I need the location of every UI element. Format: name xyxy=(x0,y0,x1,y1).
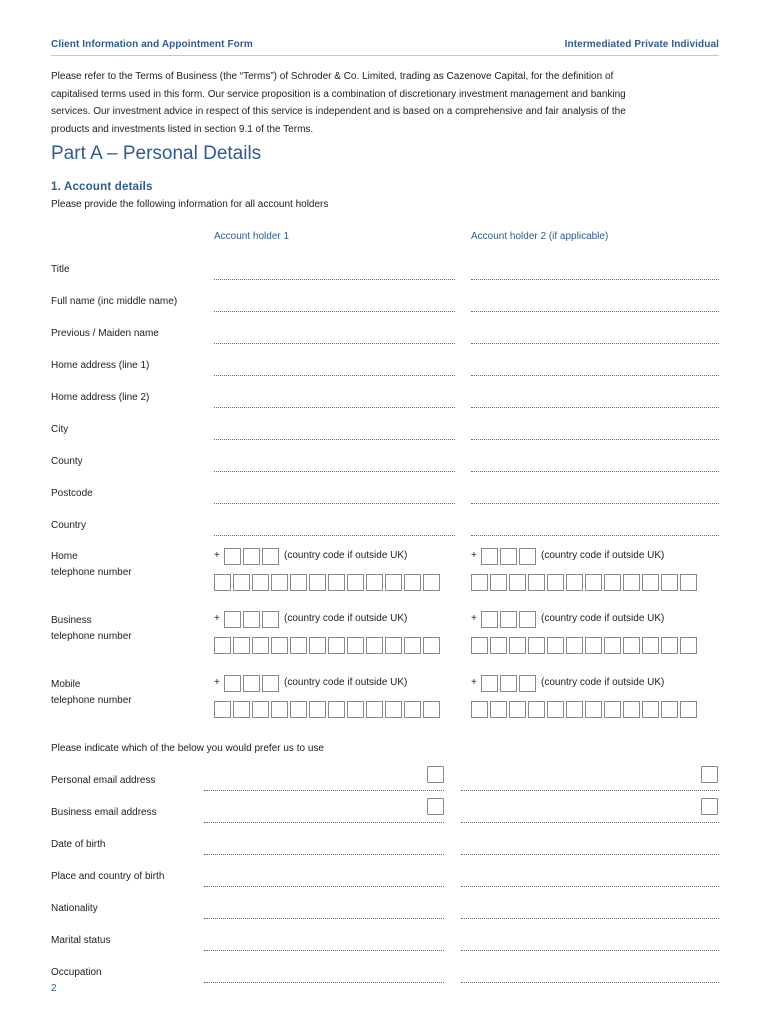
mobile-phone-holder2-digit-box[interactable] xyxy=(623,701,640,718)
postcode-field-holder1[interactable] xyxy=(214,503,455,504)
intro-line: Please refer to the Terms of Business (the “Terms”) of Schroder & Co. Limited, trading as Cazenove Capital, for the definition of xyxy=(51,71,614,82)
intro-paragraph xyxy=(51,68,719,138)
business-phone-holder2-country-code-box[interactable] xyxy=(481,611,498,628)
mobile-phone-label-line2: telephone number xyxy=(51,695,132,706)
business-phone-label xyxy=(51,613,132,645)
mobile-phone-holder2-digit-box[interactable] xyxy=(585,701,602,718)
email-preference-prompt: Please indicate which of the below you would prefer us to use xyxy=(51,743,324,754)
county-field-holder2[interactable] xyxy=(471,471,719,472)
country-field-holder2[interactable] xyxy=(471,535,719,536)
previous-name-field-holder2[interactable] xyxy=(471,343,719,344)
business-phone-holder2-digit-box[interactable] xyxy=(604,637,621,654)
business-phone-holder1-digit-box[interactable] xyxy=(385,637,402,654)
plus-sign: + xyxy=(214,613,220,624)
home-phone-holder1-country-code-box[interactable] xyxy=(262,548,279,565)
home-phone-holder2-digit-box[interactable] xyxy=(661,574,678,591)
mobile-phone-holder2-digit-box[interactable] xyxy=(604,701,621,718)
mobile-phone-holder2-country-code-box[interactable] xyxy=(481,675,498,692)
business-phone-holder2-digit-box[interactable] xyxy=(528,637,545,654)
business-phone-holder2-country-code-box[interactable] xyxy=(519,611,536,628)
part-title: Part A – Personal Details xyxy=(51,143,262,164)
business-email-label: Business email address xyxy=(51,807,157,818)
business-phone-label-line2: telephone number xyxy=(51,631,132,642)
address2-label: Home address (line 2) xyxy=(51,392,150,403)
business-phone-holder2-digit-box[interactable] xyxy=(680,637,697,654)
home-phone-holder1-digit-box[interactable] xyxy=(385,574,402,591)
city-field-holder1[interactable] xyxy=(214,439,455,440)
mobile-phone-holder2-digit-box[interactable] xyxy=(642,701,659,718)
business-phone-holder1-digit-box[interactable] xyxy=(366,637,383,654)
section-subtitle: Please provide the following information for all account holders xyxy=(51,199,329,210)
home-phone-holder2-digit-box[interactable] xyxy=(471,574,488,591)
address2-field-holder2[interactable] xyxy=(471,407,719,408)
header-divider xyxy=(51,55,719,56)
mobile-phone-label-line1: Mobile xyxy=(51,679,81,690)
full-name-field-holder2[interactable] xyxy=(471,311,719,312)
marital-status-label: Marital status xyxy=(51,935,111,946)
plus-sign: + xyxy=(471,613,477,624)
mobile-phone-holder2-digit-box[interactable] xyxy=(547,701,564,718)
home-phone-holder1-digit-box[interactable] xyxy=(366,574,383,591)
mobile-phone-holder2-digit-box[interactable] xyxy=(566,701,583,718)
plus-sign: + xyxy=(471,550,477,561)
county-label: County xyxy=(51,456,83,467)
intro-line: services. Our investment advice in respect of this service is independent and is based on a comprehensive and fair analysis of the xyxy=(51,106,626,117)
mobile-phone-holder2-digit-box[interactable] xyxy=(509,701,526,718)
nationality-field-holder2[interactable] xyxy=(461,918,719,919)
mobile-phone-holder1-digit-box[interactable] xyxy=(423,701,440,718)
title-field-holder2[interactable] xyxy=(471,279,719,280)
personal-email-label: Personal email address xyxy=(51,775,156,786)
birthplace-field-holder1[interactable] xyxy=(204,886,444,887)
section-title: 1. Account details xyxy=(51,181,153,193)
home-phone-holder2-digit-box[interactable] xyxy=(585,574,602,591)
business-phone-holder2-digit-box[interactable] xyxy=(509,637,526,654)
full-name-label: Full name (inc middle name) xyxy=(51,296,178,307)
mobile-phone-holder2-digit-box[interactable] xyxy=(471,701,488,718)
home-phone-holder2-digit-box[interactable] xyxy=(566,574,583,591)
occupation-label: Occupation xyxy=(51,967,102,978)
home-phone-holder2-digit-box[interactable] xyxy=(509,574,526,591)
nationality-label: Nationality xyxy=(51,903,98,914)
country-field-holder1[interactable] xyxy=(214,535,455,536)
county-field-holder1[interactable] xyxy=(214,471,455,472)
mobile-phone-holder2-digit-box[interactable] xyxy=(490,701,507,718)
home-phone-holder1-digit-box[interactable] xyxy=(271,574,288,591)
business-phone-holder2-digit-box[interactable] xyxy=(661,637,678,654)
business-phone-holder1-digit-box[interactable] xyxy=(423,637,440,654)
postcode-label: Postcode xyxy=(51,488,93,499)
nationality-field-holder1[interactable] xyxy=(204,918,444,919)
country-code-note: (country code if outside UK) xyxy=(541,677,665,688)
business-phone-holder1-digit-box[interactable] xyxy=(252,637,269,654)
form-category: Intermediated Private Individual xyxy=(564,39,719,50)
mobile-phone-holder1-digit-box[interactable] xyxy=(252,701,269,718)
address1-field-holder1[interactable] xyxy=(214,375,455,376)
business-phone-holder2-digit-box[interactable] xyxy=(623,637,640,654)
previous-name-field-holder1[interactable] xyxy=(214,343,455,344)
personal-email-field-holder1[interactable] xyxy=(204,790,444,791)
mobile-phone-holder2-digit-box[interactable] xyxy=(528,701,545,718)
home-phone-holder1-country-code-box[interactable] xyxy=(224,548,241,565)
mobile-phone-holder1-country-code-box[interactable] xyxy=(224,675,241,692)
personal-email-checkbox-holder1[interactable] xyxy=(427,766,444,783)
plus-sign: + xyxy=(214,677,220,688)
mobile-phone-holder2-country-code-box[interactable] xyxy=(519,675,536,692)
home-phone-holder1-digit-box[interactable] xyxy=(214,574,231,591)
address1-field-holder2[interactable] xyxy=(471,375,719,376)
business-phone-holder1-digit-box[interactable] xyxy=(328,637,345,654)
home-phone-holder2-digit-box[interactable] xyxy=(680,574,697,591)
business-phone-holder1-digit-box[interactable] xyxy=(309,637,326,654)
home-phone-holder1-digit-box[interactable] xyxy=(347,574,364,591)
intro-line: products and investments listed in section 9.1 of the Terms. xyxy=(51,123,314,135)
mobile-phone-holder1-country-code-box[interactable] xyxy=(262,675,279,692)
home-phone-holder2-digit-box[interactable] xyxy=(604,574,621,591)
home-phone-holder2-digit-box[interactable] xyxy=(547,574,564,591)
business-phone-holder2-country-code-box[interactable] xyxy=(500,611,517,628)
business-phone-holder1-digit-box[interactable] xyxy=(233,637,250,654)
country-code-note: (country code if outside UK) xyxy=(284,550,408,561)
mobile-phone-holder2-digit-box[interactable] xyxy=(661,701,678,718)
home-phone-holder2-digit-box[interactable] xyxy=(490,574,507,591)
address2-field-holder1[interactable] xyxy=(214,407,455,408)
mobile-phone-holder1-digit-box[interactable] xyxy=(309,701,326,718)
home-phone-holder1-digit-box[interactable] xyxy=(309,574,326,591)
country-label: Country xyxy=(51,520,87,531)
home-phone-holder1-digit-box[interactable] xyxy=(423,574,440,591)
home-phone-label xyxy=(51,549,132,581)
mobile-phone-holder1-country-code-box[interactable] xyxy=(243,675,260,692)
personal-email-checkbox-holder2[interactable] xyxy=(701,766,718,783)
mobile-phone-label xyxy=(51,677,132,709)
mobile-phone-holder1-digit-box[interactable] xyxy=(271,701,288,718)
business-email-checkbox-holder1[interactable] xyxy=(427,798,444,815)
country-code-note: (country code if outside UK) xyxy=(284,613,408,624)
home-phone-holder2-country-code-box[interactable] xyxy=(481,548,498,565)
home-phone-holder1-digit-box[interactable] xyxy=(290,574,307,591)
dob-field-holder1[interactable] xyxy=(204,854,444,855)
business-email-field-holder1[interactable] xyxy=(204,822,444,823)
home-phone-holder1-digit-box[interactable] xyxy=(233,574,250,591)
mobile-phone-holder2-digit-box[interactable] xyxy=(680,701,697,718)
country-code-note: (country code if outside UK) xyxy=(284,677,408,688)
mobile-phone-holder1-digit-box[interactable] xyxy=(214,701,231,718)
home-phone-holder1-digit-box[interactable] xyxy=(404,574,421,591)
business-email-field-holder2[interactable] xyxy=(461,822,719,823)
business-phone-holder1-digit-box[interactable] xyxy=(404,637,421,654)
address1-label: Home address (line 1) xyxy=(51,360,150,371)
city-label: City xyxy=(51,424,69,435)
country-code-note: (country code if outside UK) xyxy=(541,613,665,624)
mobile-phone-holder1-digit-box[interactable] xyxy=(385,701,402,718)
column-header-holder1: Account holder 1 xyxy=(214,231,290,242)
column-header-holder2: Account holder 2 (if applicable) xyxy=(471,231,609,242)
business-phone-holder1-digit-box[interactable] xyxy=(271,637,288,654)
business-phone-holder2-digit-box[interactable] xyxy=(585,637,602,654)
mobile-phone-holder2-country-code-box[interactable] xyxy=(500,675,517,692)
country-code-note: (country code if outside UK) xyxy=(541,550,665,561)
mobile-phone-holder1-digit-box[interactable] xyxy=(347,701,364,718)
home-phone-holder2-digit-box[interactable] xyxy=(528,574,545,591)
mobile-phone-holder1-digit-box[interactable] xyxy=(366,701,383,718)
business-phone-holder1-digit-box[interactable] xyxy=(214,637,231,654)
business-phone-holder1-digit-box[interactable] xyxy=(347,637,364,654)
marital-status-field-holder1[interactable] xyxy=(204,950,444,951)
intro-line: capitalised terms used in this form. Our service proposition is a combination of discretionary investment management and banking xyxy=(51,88,626,100)
home-phone-holder2-digit-box[interactable] xyxy=(623,574,640,591)
dob-label: Date of birth xyxy=(51,839,106,850)
dob-field-holder2[interactable] xyxy=(461,854,719,855)
home-phone-holder1-country-code-box[interactable] xyxy=(243,548,260,565)
mobile-phone-holder1-digit-box[interactable] xyxy=(404,701,421,718)
home-phone-label-line2: telephone number xyxy=(51,567,132,578)
business-phone-holder1-country-code-box[interactable] xyxy=(262,611,279,628)
occupation-field-holder2[interactable] xyxy=(461,982,719,983)
personal-email-field-holder2[interactable] xyxy=(461,790,719,791)
title-label: Title xyxy=(51,264,70,275)
business-phone-label-line1: Business xyxy=(51,615,92,626)
business-phone-holder2-digit-box[interactable] xyxy=(490,637,507,654)
business-phone-holder1-country-code-box[interactable] xyxy=(224,611,241,628)
home-phone-holder1-digit-box[interactable] xyxy=(252,574,269,591)
previous-name-label: Previous / Maiden name xyxy=(51,328,159,339)
full-name-field-holder1[interactable] xyxy=(214,311,455,312)
plus-sign: + xyxy=(471,677,477,688)
form-title: Client Information and Appointment Form xyxy=(51,39,253,50)
business-phone-holder2-digit-box[interactable] xyxy=(547,637,564,654)
home-phone-holder2-country-code-box[interactable] xyxy=(519,548,536,565)
business-phone-holder2-digit-box[interactable] xyxy=(471,637,488,654)
birthplace-label: Place and country of birth xyxy=(51,871,165,882)
business-phone-holder1-country-code-box[interactable] xyxy=(243,611,260,628)
marital-status-field-holder2[interactable] xyxy=(461,950,719,951)
title-field-holder1[interactable] xyxy=(214,279,455,280)
mobile-phone-holder1-digit-box[interactable] xyxy=(328,701,345,718)
home-phone-label-line1: Home xyxy=(51,551,78,562)
home-phone-holder1-digit-box[interactable] xyxy=(328,574,345,591)
business-phone-holder1-digit-box[interactable] xyxy=(290,637,307,654)
mobile-phone-holder1-digit-box[interactable] xyxy=(290,701,307,718)
plus-sign: + xyxy=(214,550,220,561)
business-email-checkbox-holder2[interactable] xyxy=(701,798,718,815)
mobile-phone-holder1-digit-box[interactable] xyxy=(233,701,250,718)
postcode-field-holder2[interactable] xyxy=(471,503,719,504)
home-phone-holder2-country-code-box[interactable] xyxy=(500,548,517,565)
city-field-holder2[interactable] xyxy=(471,439,719,440)
occupation-field-holder1[interactable] xyxy=(204,982,444,983)
page-number: 2 xyxy=(51,983,57,994)
birthplace-field-holder2[interactable] xyxy=(461,886,719,887)
home-phone-holder2-digit-box[interactable] xyxy=(642,574,659,591)
business-phone-holder2-digit-box[interactable] xyxy=(642,637,659,654)
business-phone-holder2-digit-box[interactable] xyxy=(566,637,583,654)
